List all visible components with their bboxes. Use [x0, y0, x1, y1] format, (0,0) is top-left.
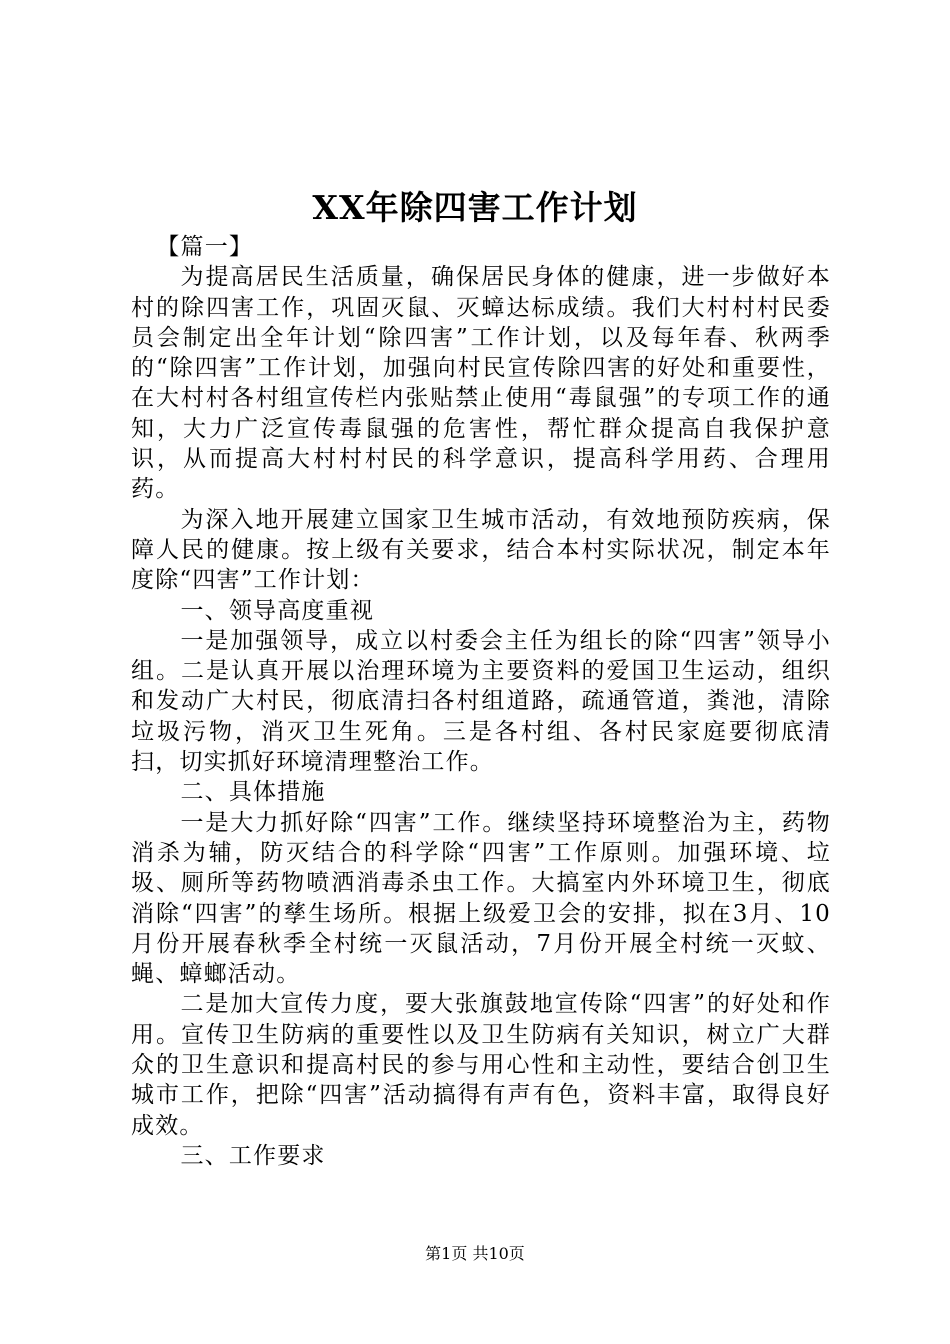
- paragraph: 一是大力抓好除“四害”工作。继续坚持环境整治为主，药物消杀为辅，防灭结合的科学除“四害”工作原则。加强环境、垃圾、厕所等药物喷洒消毒杀虫工作。大搞室内外环境卫生，彻底消除“四害”的孳生场所。根据上级爱卫会的安排，拟在3月、10月份开展春秋季全村统一灭鼠活动，7月份开展全村统一灭蚊、蝇、蟑螂活动。: [131, 809, 831, 988]
- document-body: [131, 232, 831, 1171]
- section-heading: 一、领导高度重视: [180, 597, 375, 624]
- page-number-footer: 第1页 共10页: [425, 1244, 525, 1263]
- section-label: 【篇一】: [156, 234, 254, 260]
- paragraph: 为提高居民生活质量，确保居民身体的健康，进一步做好本村的除四害工作，巩固灭鼠、灭蟑达标成绩。我们大村村村民委员会制定出全年计划“除四害”工作计划，以及每年春、秋两季的“除四害”工作计划，加强向村民宣传除四害的好处和重要性，在大村村各村组宣传栏内张贴禁止使用“毒鼠强”的专项工作的通知，大力广泛宣传毒鼠强的危害性，帮忙群众提高自我保护意识，从而提高大村村村民的科学意识，提高科学用药、合理用药。: [131, 264, 831, 503]
- paragraph: 为深入地开展建立国家卫生城市活动，有效地预防疾病，保障人民的健康。按上级有关要求，结合本村实际状况，制定本年度除“四害”工作计划：: [131, 506, 831, 594]
- section-heading: 二、具体措施: [180, 779, 326, 806]
- paragraph: 一是加强领导，成立以村委会主任为组长的除“四害”领导小组。二是认真开展以治理环境为主要资料的爱国卫生运动，组织和发动广大村民，彻底清扫各村组道路，疏通管道，粪池，清除垃圾污物，消灭卫生死角。三是各村组、各村民家庭要彻底清扫，切实抓好环境清理整治工作。: [131, 627, 831, 776]
- paragraph: 二是加大宣传力度，要大张旗鼓地宣传除“四害”的好处和作用。宣传卫生防病的重要性以及卫生防病有关知识，树立广大群众的卫生意识和提高村民的参与用心性和主动性，要结合创卫生城市工作，把除“四害”活动搞得有声有色，资料丰富，取得良好成效。: [131, 991, 831, 1139]
- document-title: XX年除四害工作计划: [312, 188, 638, 227]
- section-heading: 三、工作要求: [180, 1142, 326, 1169]
